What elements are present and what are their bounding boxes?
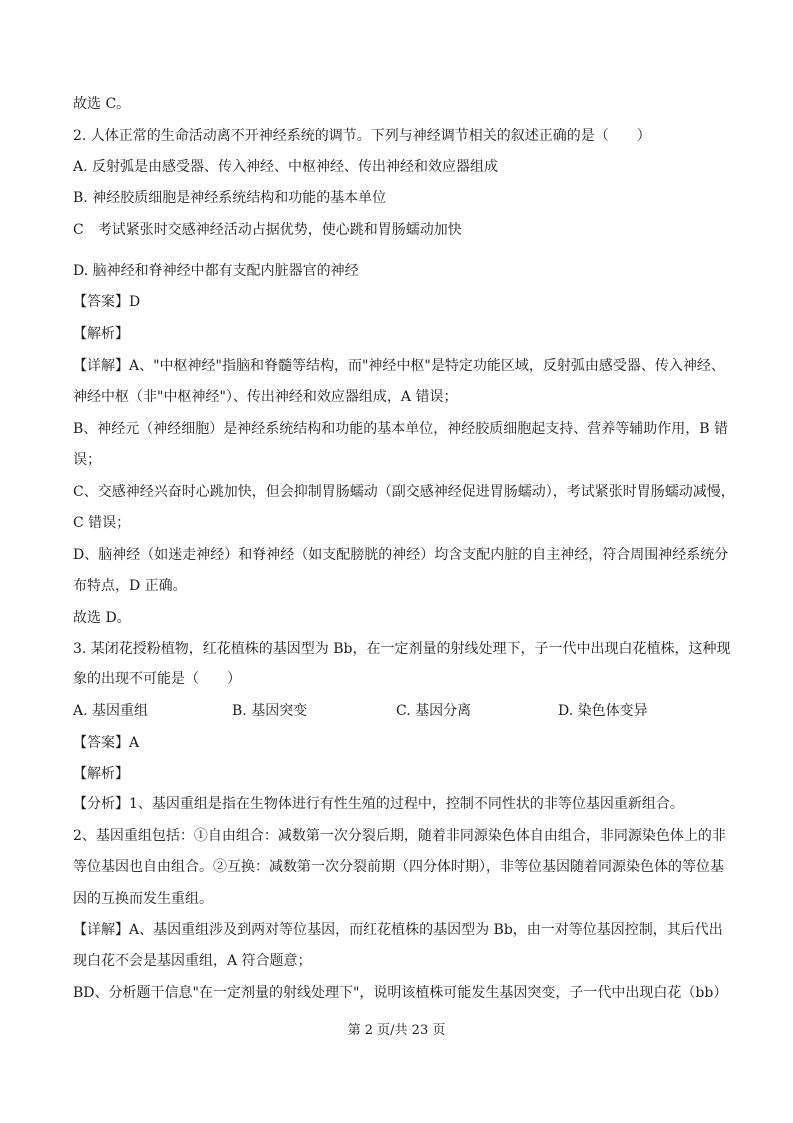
- text-line: 故选 C。: [73, 96, 131, 112]
- option-b: B. 基因突变: [232, 703, 308, 719]
- option-a: A. 基因重组: [73, 703, 149, 719]
- option-c: C. 基因分离: [396, 703, 472, 719]
- option-d: D. 染色体变异: [558, 703, 648, 719]
- answer-label: 【答案】D: [73, 294, 141, 310]
- answer-label: 【答案】A: [73, 735, 140, 751]
- analysis-line: 因的互换而发生重组。: [73, 891, 213, 907]
- analysis-line: 2、基因重组包括：①自由组合：减数第一次分裂后期，随着非同源染色体自由组合，非同源染色体上的非: [73, 828, 726, 844]
- page-number: 第 2 页/共 23 页: [347, 1023, 446, 1038]
- option-a: A. 反射弧是由感受器、传入神经、中枢神经、传出神经和效应器组成: [73, 159, 499, 175]
- explanation-line: 神经中枢（非"中枢神经"）、传出神经和效应器组成，A 错误；: [73, 389, 458, 405]
- question-3-cont: 象的出现不可能是（ ）: [73, 671, 241, 687]
- explanation-line: 【详解】A、基因重组涉及到两对等位基因，而红花植株的基因型为 Bb，由一对等位基因控制，其后代出: [73, 922, 723, 938]
- option-c: C 考试紧张时交感神经活动占据优势，使心跳和胃肠蠕动加快: [73, 222, 462, 238]
- explanation-line: BD、分析题干信息"在一定剂量的射线处理下"，说明该植株可能发生基因突变，子一代中出现白花（bb）: [73, 985, 728, 1001]
- explanation-line: B、神经元（神经细胞）是神经系统结构和功能的基本单位，神经胶质细胞起支持、营养等辅助作用，B 错: [73, 421, 729, 437]
- explanation-line: C 错误；: [73, 515, 131, 531]
- explanation-line: C、交感神经兴奋时心跳加快，但会抑制胃肠蠕动（副交感神经促进胃肠蠕动），考试紧张时胃肠蠕动减慢，: [73, 484, 735, 500]
- analysis-label: 【解析】: [73, 766, 129, 782]
- question-3: 3. 某闭花授粉植物，红花植株的基因型为 Bb，在一定剂量的射线处理下，子一代中出现白花植株，这种现: [73, 641, 731, 657]
- option-d: D. 脑神经和脊神经中都有支配内脏器官的神经: [73, 263, 359, 279]
- conclusion-line: 故选 D。: [73, 610, 131, 626]
- options-row: [73, 701, 723, 721]
- question-2: 2. 人体正常的生命活动离不开神经系统的调节。下列与神经调节相关的叙述正确的是（ ）: [73, 128, 651, 144]
- analysis-label: 【解析】: [73, 326, 129, 342]
- explanation-line: 误；: [73, 452, 101, 468]
- explanation-line: 【详解】A、"中枢神经"指脑和脊髓等结构，而"神经中枢"是特定功能区域，反射弧由感受器、传入神经、: [73, 358, 725, 374]
- analysis-line: 等位基因也自由组合。②互换：减数第一次分裂前期（四分体时期），非等位基因随着同源染色体的等位基: [73, 859, 724, 875]
- explanation-line: 现白花不会是基因重组，A 符合题意；: [73, 953, 312, 969]
- analysis-line: 【分析】1、基因重组是指在生物体进行有性生殖的过程中，控制不同性状的非等位基因重新组合。: [73, 796, 684, 812]
- explanation-line: 布特点，D 正确。: [73, 578, 187, 594]
- explanation-line: D、脑神经（如迷走神经）和脊神经（如支配膀胱的神经）均含支配内脏的自主神经，符合周围神经系统分: [73, 547, 729, 563]
- option-b: B. 神经胶质细胞是神经系统结构和功能的基本单位: [73, 190, 387, 206]
